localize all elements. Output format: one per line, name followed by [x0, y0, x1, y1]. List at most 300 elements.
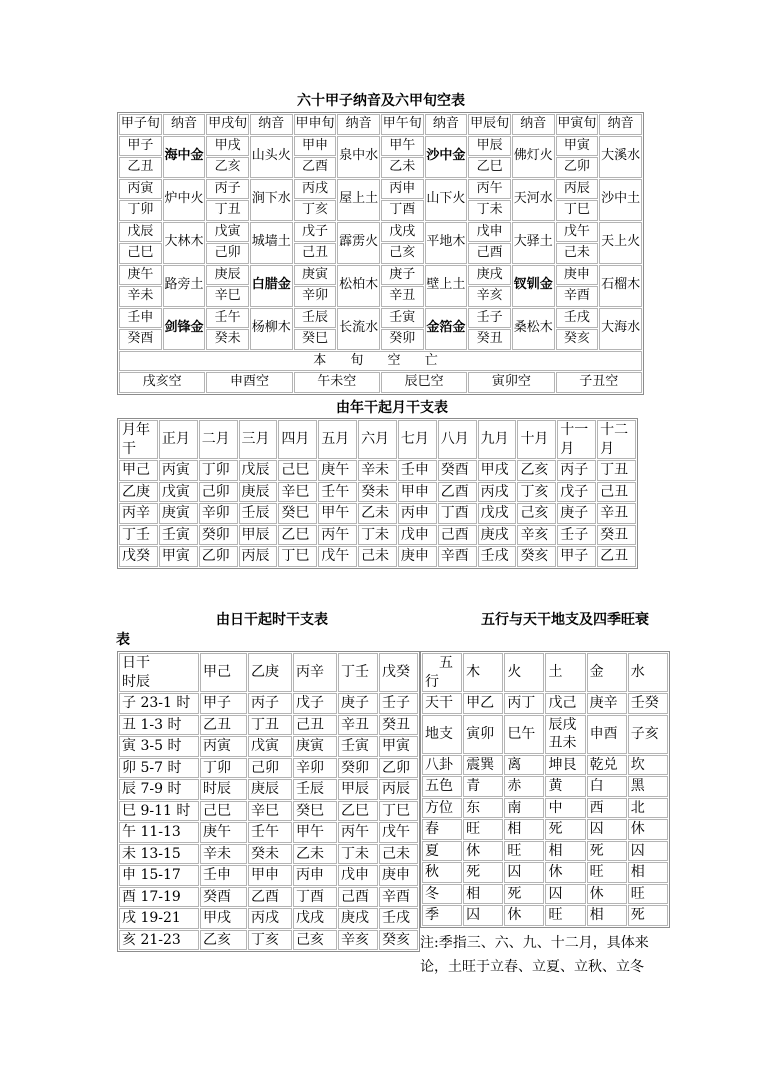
ganzhi-cell: 乙卯: [556, 157, 599, 178]
table-cell: 丁亥: [248, 930, 292, 951]
row-label: 秋: [422, 862, 462, 883]
table-cell: 丙午: [318, 525, 357, 546]
row-label: 春: [422, 819, 462, 840]
table-header-cell: 十二月: [597, 420, 636, 459]
nayin-cell: 壁上土: [425, 265, 468, 307]
table-cell: 庚辰: [248, 779, 292, 800]
table-cell: 癸丑: [379, 715, 418, 736]
table-cell: 癸丑: [597, 525, 636, 546]
table-cell: 乙酉: [438, 482, 477, 503]
hour-stem-table: [117, 651, 420, 952]
table-cell: 壬子: [557, 525, 596, 546]
table-header-cell: 五月: [318, 420, 357, 459]
table-cell: 相: [545, 841, 585, 862]
table-header-cell: 纳音: [512, 114, 555, 135]
table-cell: 辛卯: [199, 503, 238, 524]
ganzhi-cell: 戊戌: [381, 222, 424, 243]
table-cell: 休: [463, 841, 503, 862]
table-cell: 戊子: [293, 693, 337, 714]
row-label: 乙庚: [119, 482, 158, 503]
ganzhi-cell: 辛未: [119, 286, 162, 307]
table-cell: 丙申: [293, 865, 337, 886]
nayin-cell: 松柏木: [337, 265, 380, 307]
nayin-cell: 大驿土: [512, 222, 555, 264]
table-header-cell: 甲午旬: [381, 114, 424, 135]
table-header-cell: 纳音: [599, 114, 642, 135]
month-table-title: 由年干起月干支表: [336, 400, 448, 416]
table-cell: 癸巳: [278, 503, 317, 524]
table-row: [422, 862, 668, 883]
ganzhi-cell: 癸未: [206, 329, 249, 350]
table-cell: 庚寅: [159, 503, 198, 524]
table-cell: 辛丑: [597, 503, 636, 524]
table-header-cell: 九月: [478, 420, 517, 459]
table-cell: 相: [504, 819, 544, 840]
ganzhi-cell: 戊申: [468, 222, 511, 243]
table-cell: 囚: [628, 841, 668, 862]
table-cell: 壬午: [318, 482, 357, 503]
row-label: 寅 3-5 时: [119, 736, 199, 757]
table-row: [422, 715, 668, 754]
table-cell: 乙卯: [199, 546, 238, 567]
table-cell: 戊申: [338, 865, 378, 886]
nayin-cell: 涧下水: [250, 179, 293, 221]
table-cell: 癸未: [358, 482, 397, 503]
row-label: 八卦: [422, 755, 462, 776]
table-row: [119, 136, 642, 157]
table-cell: 丁丑: [597, 460, 636, 481]
table-cell: 丁卯: [200, 758, 247, 779]
table-cell: 丁未: [358, 525, 397, 546]
table-cell: 丁丑: [248, 715, 292, 736]
table-header-row: [119, 114, 642, 135]
table-header-cell: 纳音: [337, 114, 380, 135]
table-cell: 辛亥: [338, 930, 378, 951]
table-body: [119, 653, 418, 950]
ganzhi-cell: 乙未: [381, 157, 424, 178]
table-cell: 辛酉: [438, 546, 477, 567]
row-label: 夏: [422, 841, 462, 862]
nayin-cell: 大林木: [163, 222, 206, 264]
table-cell: 庚申: [379, 865, 418, 886]
table-row: [119, 179, 642, 200]
table-cell: 黄: [545, 776, 585, 797]
table-cell: 申酉: [587, 715, 627, 754]
nayin-cell: 剑锋金: [163, 308, 206, 350]
table-cell: 休: [504, 905, 544, 926]
nayin-table: [117, 112, 644, 395]
table-cell: 子亥: [628, 715, 668, 754]
ganzhi-cell: 壬辰: [294, 308, 337, 329]
table-cell: 庚戌: [478, 525, 517, 546]
ganzhi-cell: 己未: [556, 243, 599, 264]
table-cell: 坎: [628, 755, 668, 776]
table-row: [119, 265, 642, 286]
table-cell: 辛酉: [379, 887, 418, 908]
row-label: 地支: [422, 715, 462, 754]
table-cell: 庚子: [338, 693, 378, 714]
void-cell: 申酉空: [206, 372, 292, 393]
table-row: [119, 715, 418, 736]
table-cell: 旺: [587, 862, 627, 883]
ganzhi-cell: 己亥: [381, 243, 424, 264]
month-stem-table: [117, 418, 638, 569]
ganzhi-cell: 壬申: [119, 308, 162, 329]
nayin-cell: 屋上土: [337, 179, 380, 221]
table-row: [422, 841, 668, 862]
ganzhi-cell: 甲子: [119, 136, 162, 157]
table-cell: 丙寅: [159, 460, 198, 481]
table-cell: 己未: [358, 546, 397, 567]
table-cell: 东: [463, 798, 503, 819]
ganzhi-cell: 戊辰: [119, 222, 162, 243]
table-row: [119, 822, 418, 843]
table-cell: 白: [587, 776, 627, 797]
table-header-cell: 丙辛: [293, 653, 337, 692]
table-cell: 甲午: [293, 822, 337, 843]
table-cell: 丁卯: [199, 460, 238, 481]
table-cell: 戊寅: [248, 736, 292, 757]
table-cell: 丙寅: [200, 736, 247, 757]
table-cell: 己巳: [200, 801, 247, 822]
table-cell: 癸未: [248, 844, 292, 865]
row-label: 冬: [422, 884, 462, 905]
table-cell: 丁巳: [379, 801, 418, 822]
table-cell: 戊寅: [159, 482, 198, 503]
row-label: 丙辛: [119, 503, 158, 524]
ganzhi-cell: 乙亥: [206, 157, 249, 178]
table-cell: 壬寅: [338, 736, 378, 757]
table-cell: 丙子: [557, 460, 596, 481]
table-cell: 壬午: [248, 822, 292, 843]
table-cell: 戊午: [318, 546, 357, 567]
table-row: [422, 776, 668, 797]
corner-cell: 五行: [422, 653, 462, 692]
row-label: 申 15-17: [119, 865, 199, 886]
table-cell: 相: [628, 862, 668, 883]
ganzhi-cell: 庚戌: [468, 265, 511, 286]
table-cell: 壬申: [398, 460, 437, 481]
table-cell: 戊戌: [293, 908, 337, 929]
row-label: 未 13-15: [119, 844, 199, 865]
table-header-cell: 纳音: [250, 114, 293, 135]
table-cell: 己酉: [438, 525, 477, 546]
void-cell: 戌亥空: [119, 372, 205, 393]
nayin-cell: 平地木: [425, 222, 468, 264]
table-cell: 庚辛: [587, 693, 627, 714]
ganzhi-cell: 丁亥: [294, 200, 337, 221]
table-cell: 庚寅: [293, 736, 337, 757]
ganzhi-cell: 甲寅: [556, 136, 599, 157]
table-header-cell: 甲己: [200, 653, 247, 692]
ganzhi-cell: 丙戌: [294, 179, 337, 200]
nayin-cell: 石榴木: [599, 265, 642, 307]
ganzhi-cell: 戊午: [556, 222, 599, 243]
nayin-table-title: 六十甲子纳音及六甲旬空表: [297, 93, 465, 109]
ganzhi-cell: 辛酉: [556, 286, 599, 307]
table-cell: 己卯: [248, 758, 292, 779]
void-label: 本 旬 空 亡: [119, 351, 642, 372]
table-cell: 甲乙: [463, 693, 503, 714]
table-cell: 休: [587, 884, 627, 905]
table-row: [119, 222, 642, 243]
corner-cell: [119, 653, 199, 692]
row-label: 午 11-13: [119, 822, 199, 843]
table-header-cell: 甲寅旬: [556, 114, 599, 135]
table-cell: 甲辰: [239, 525, 278, 546]
void-row: [119, 372, 642, 393]
table-cell: 辛亥: [517, 525, 556, 546]
table-header-cell: 六月: [358, 420, 397, 459]
ganzhi-cell: 癸亥: [556, 329, 599, 350]
row-label: 丑 1-3 时: [119, 715, 199, 736]
nayin-cell: 钗钏金: [512, 265, 555, 307]
ganzhi-cell: 丁酉: [381, 200, 424, 221]
table-cell: 癸酉: [438, 460, 477, 481]
table-row: [422, 798, 668, 819]
row-label: 甲己: [119, 460, 158, 481]
table-row: [119, 801, 418, 822]
ganzhi-cell: 庚寅: [294, 265, 337, 286]
ganzhi-cell: 己卯: [206, 243, 249, 264]
table-cell: 癸亥: [379, 930, 418, 951]
table-cell: 丁酉: [293, 887, 337, 908]
table-cell: 死: [587, 841, 627, 862]
table-row: [422, 884, 668, 905]
table-cell: 戊午: [379, 822, 418, 843]
row-label: 戊癸: [119, 546, 158, 567]
nayin-cell: 沙中土: [599, 179, 642, 221]
table-cell: 癸酉: [200, 887, 247, 908]
row-label: 五色: [422, 776, 462, 797]
ganzhi-cell: 丁卯: [119, 200, 162, 221]
table-cell: 死: [504, 884, 544, 905]
table-cell: 乙未: [358, 503, 397, 524]
nayin-cell: 海中金: [163, 136, 206, 178]
table-header-cell: 七月: [398, 420, 437, 459]
ganzhi-cell: 己丑: [294, 243, 337, 264]
row-label: 酉 17-19: [119, 887, 199, 908]
table-cell: 己酉: [338, 887, 378, 908]
nayin-cell: 沙中金: [425, 136, 468, 178]
table-cell: 黑: [628, 776, 668, 797]
table-cell: 丙午: [338, 822, 378, 843]
ganzhi-cell: 辛卯: [294, 286, 337, 307]
table-header-row: [119, 653, 418, 692]
table-cell: 辛卯: [293, 758, 337, 779]
table-cell: 相: [587, 905, 627, 926]
nayin-cell: 天上火: [599, 222, 642, 264]
table-cell: 休: [545, 862, 585, 883]
five-elements-title-tail: 表: [116, 632, 130, 648]
table-header-cell: 甲戌旬: [206, 114, 249, 135]
table-cell: 甲寅: [159, 546, 198, 567]
table-header-cell: 十一月: [557, 420, 596, 459]
table-cell: 囚: [504, 862, 544, 883]
table-row: [119, 930, 418, 951]
table-cell: 甲戌: [200, 908, 247, 929]
nayin-cell: 路旁土: [163, 265, 206, 307]
ganzhi-cell: 己酉: [468, 243, 511, 264]
nayin-cell: 大海水: [599, 308, 642, 350]
ganzhi-cell: 丙申: [381, 179, 424, 200]
table-header-cell: 乙庚: [248, 653, 292, 692]
table-cell: 休: [628, 819, 668, 840]
table-header-cell: 纳音: [163, 114, 206, 135]
nayin-cell: 山下火: [425, 179, 468, 221]
row-label: 卯 5-7 时: [119, 758, 199, 779]
table-cell: 甲子: [200, 693, 247, 714]
table-cell: 旺: [504, 841, 544, 862]
table-cell: 己巳: [278, 460, 317, 481]
table-cell: 己亥: [517, 503, 556, 524]
corner-label-bottom: 时辰: [122, 673, 150, 690]
nayin-cell: 白腊金: [250, 265, 293, 307]
ganzhi-cell: 辛巳: [206, 286, 249, 307]
table-cell: 癸亥: [517, 546, 556, 567]
table-cell: 相: [463, 884, 503, 905]
table-cell: 乙亥: [517, 460, 556, 481]
table-row: [119, 844, 418, 865]
table-cell: 己丑: [597, 482, 636, 503]
table-header-cell: 甲辰旬: [468, 114, 511, 135]
table-row: [422, 819, 668, 840]
table-cell: 北: [628, 798, 668, 819]
table-cell: 青: [463, 776, 503, 797]
table-header-cell: 火: [504, 653, 544, 692]
row-label: 季: [422, 905, 462, 926]
ganzhi-cell: 癸酉: [119, 329, 162, 350]
table-cell: 戊子: [557, 482, 596, 503]
table-cell: 乙卯: [379, 758, 418, 779]
table-cell: 坤艮: [545, 755, 585, 776]
table-cell: 庚辰: [239, 482, 278, 503]
table-cell: 癸卯: [338, 758, 378, 779]
table-header-cell: 甲子旬: [119, 114, 162, 135]
row-label: 戌 19-21: [119, 908, 199, 929]
ganzhi-cell: 甲戌: [206, 136, 249, 157]
ganzhi-cell: 庚午: [119, 265, 162, 286]
void-cell: 辰巳空: [381, 372, 467, 393]
table-cell: 乙未: [293, 844, 337, 865]
table-cell: 旺: [628, 884, 668, 905]
table-cell: 壬申: [200, 865, 247, 886]
table-cell: 癸巳: [293, 801, 337, 822]
table-row: [119, 482, 636, 503]
hour-table-title: 由日干起时干支表: [216, 612, 328, 628]
table-header-cell: 八月: [438, 420, 477, 459]
ganzhi-cell: 壬寅: [381, 308, 424, 329]
table-cell: 丙子: [248, 693, 292, 714]
table-cell: 乙酉: [248, 887, 292, 908]
table-cell: 乙丑: [200, 715, 247, 736]
ganzhi-cell: 癸丑: [468, 329, 511, 350]
table-header-cell: 水: [628, 653, 668, 692]
table-row: [119, 758, 418, 779]
table-cell: 辛未: [200, 844, 247, 865]
table-cell: 丙辰: [379, 779, 418, 800]
table-header-cell: 三月: [239, 420, 278, 459]
table-cell: 壬戌: [379, 908, 418, 929]
table-cell: 丙丁: [504, 693, 544, 714]
table-header-cell: 纳音: [425, 114, 468, 135]
table-cell: 甲申: [398, 482, 437, 503]
table-cell: 乙丑: [597, 546, 636, 567]
table-cell: 庚午: [318, 460, 357, 481]
table-cell: 丙申: [398, 503, 437, 524]
nayin-cell: 炉中火: [163, 179, 206, 221]
ganzhi-cell: 戊子: [294, 222, 337, 243]
table-row: [422, 755, 668, 776]
ganzhi-cell: 辛丑: [381, 286, 424, 307]
ganzhi-cell: 庚辰: [206, 265, 249, 286]
table-cell: 甲寅: [379, 736, 418, 757]
table-body: [119, 114, 642, 393]
nayin-cell: 桑松木: [512, 308, 555, 350]
nayin-cell: 长流水: [337, 308, 380, 350]
ganzhi-cell: 癸卯: [381, 329, 424, 350]
table-row: [422, 905, 668, 926]
ganzhi-cell: 乙酉: [294, 157, 337, 178]
table-cell: 甲午: [318, 503, 357, 524]
row-label: 方位: [422, 798, 462, 819]
table-header-cell: 戊癸: [379, 653, 418, 692]
ganzhi-cell: 丁丑: [206, 200, 249, 221]
ganzhi-cell: 庚子: [381, 265, 424, 286]
table-cell: 乙巳: [278, 525, 317, 546]
ganzhi-cell: 丙午: [468, 179, 511, 200]
table-cell: 死: [545, 819, 585, 840]
table-cell: 己亥: [293, 930, 337, 951]
table-cell: 辛巳: [248, 801, 292, 822]
table-header-cell: 丁壬: [338, 653, 378, 692]
table-cell: 丙戌: [248, 908, 292, 929]
table-cell: 赤: [504, 776, 544, 797]
ganzhi-cell: 丙子: [206, 179, 249, 200]
table-cell: 辛未: [358, 460, 397, 481]
table-header-cell: 十月: [517, 420, 556, 459]
ganzhi-cell: 丙辰: [556, 179, 599, 200]
table-cell: 乙亥: [200, 930, 247, 951]
table-header-cell: 二月: [199, 420, 238, 459]
table-cell: 丁巳: [278, 546, 317, 567]
table-cell: 乙巳: [338, 801, 378, 822]
table-header-cell: 四月: [278, 420, 317, 459]
corner-label-top: 日干: [122, 655, 150, 671]
table-cell: 甲申: [248, 865, 292, 886]
table-cell: 甲子: [557, 546, 596, 567]
ganzhi-cell: 甲申: [294, 136, 337, 157]
table-cell: 甲辰: [338, 779, 378, 800]
table-cell: 丁酉: [438, 503, 477, 524]
table-cell: 戊戌: [478, 503, 517, 524]
table-cell: 丁未: [338, 844, 378, 865]
nayin-cell: 大溪水: [599, 136, 642, 178]
ganzhi-cell: 丙寅: [119, 179, 162, 200]
table-cell: 离: [504, 755, 544, 776]
table-row: [119, 546, 636, 567]
table-cell: 中: [545, 798, 585, 819]
table-header-cell: 甲申旬: [294, 114, 337, 135]
table-cell: 辛巳: [278, 482, 317, 503]
table-row: [119, 525, 636, 546]
row-label: 天干: [422, 693, 462, 714]
nayin-cell: 佛灯火: [512, 136, 555, 178]
nayin-cell: 霹雳火: [337, 222, 380, 264]
five-elements-table-title: 五行与天干地支及四季旺衰: [481, 612, 649, 628]
ganzhi-cell: 丁未: [468, 200, 511, 221]
table-row: [119, 908, 418, 929]
